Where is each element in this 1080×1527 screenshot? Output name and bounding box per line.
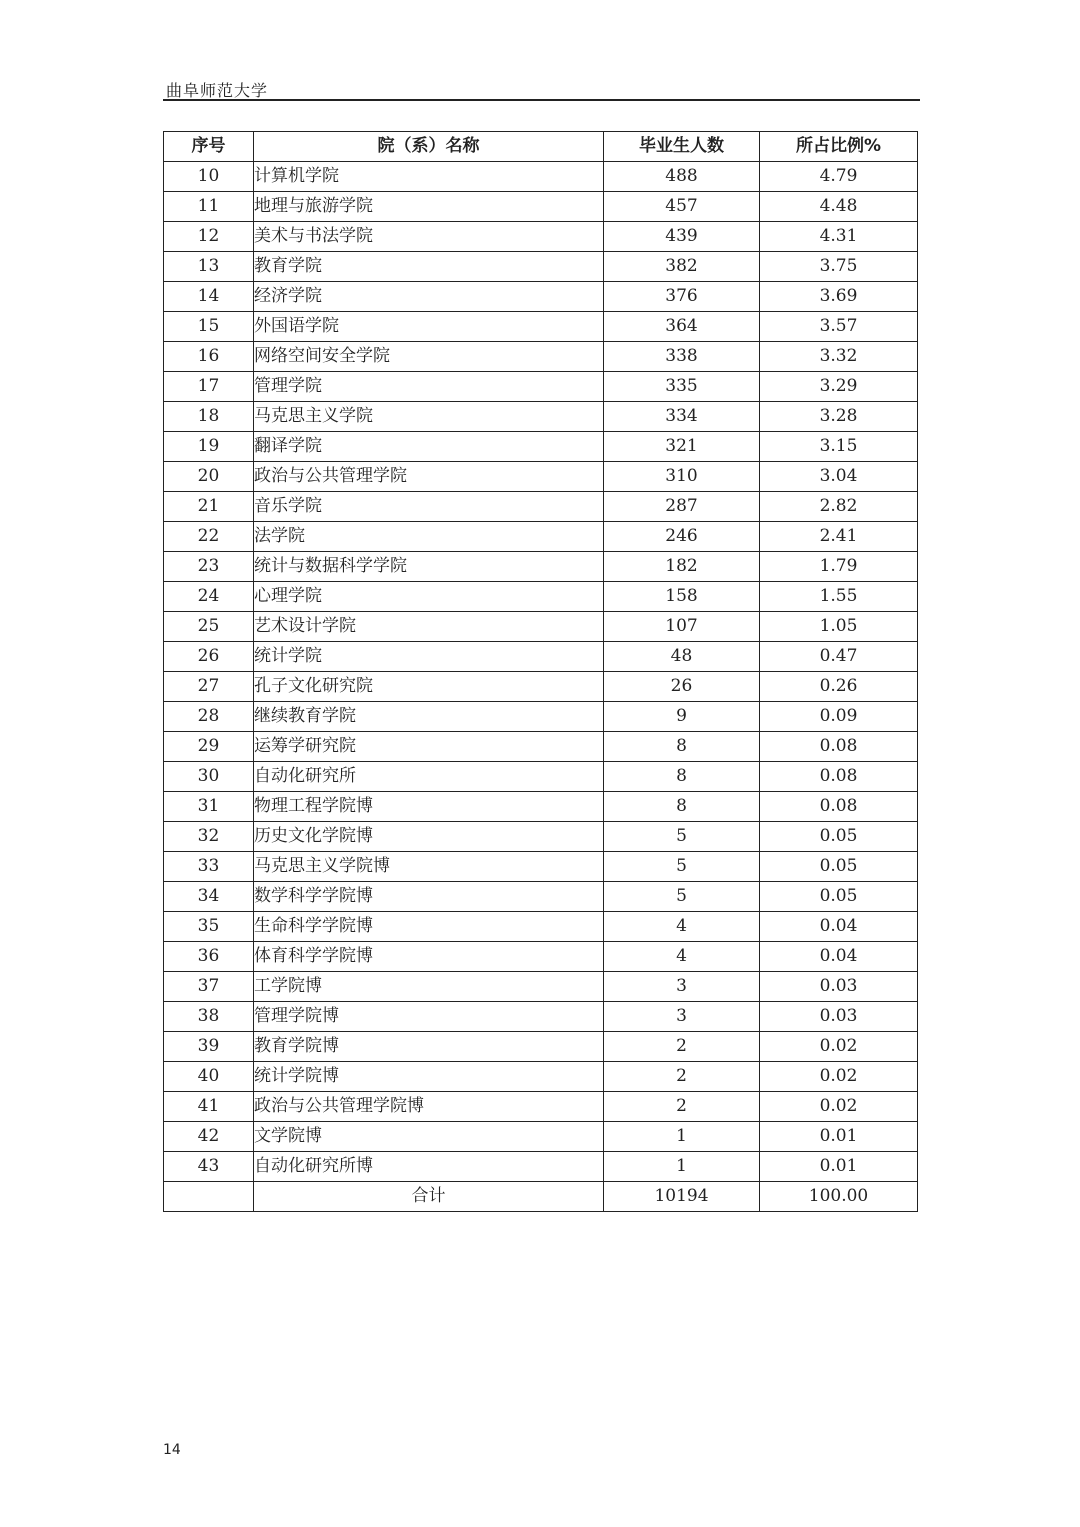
graduates-table [163, 131, 918, 1212]
graduate-count-cell: 4 [604, 912, 760, 942]
row-number-cell: 22 [164, 522, 254, 552]
table-row [164, 762, 918, 792]
row-number-cell: 35 [164, 912, 254, 942]
row-number-cell: 29 [164, 732, 254, 762]
table-row [164, 702, 918, 732]
percentage-cell: 0.26 [760, 672, 918, 702]
table-row [164, 1092, 918, 1122]
total-no-cell [164, 1182, 254, 1212]
graduate-count-cell: 26 [604, 672, 760, 702]
graduate-count-cell: 2 [604, 1062, 760, 1092]
row-number-cell: 18 [164, 402, 254, 432]
row-number-cell: 16 [164, 342, 254, 372]
percentage-cell: 0.09 [760, 702, 918, 732]
department-name-cell: 历史文化学院博 [254, 822, 604, 852]
department-name-cell: 美术与书法学院 [254, 222, 604, 252]
department-name-cell: 马克思主义学院 [254, 402, 604, 432]
page-number: 14 [163, 1442, 181, 1458]
department-name-cell: 法学院 [254, 522, 604, 552]
table-row [164, 1002, 918, 1032]
column-header-percent: 所占比例% [760, 132, 918, 162]
table-row [164, 972, 918, 1002]
graduate-count-cell: 321 [604, 432, 760, 462]
table-row [164, 312, 918, 342]
row-number-cell: 32 [164, 822, 254, 852]
total-count: 10194 [604, 1182, 760, 1212]
total-row [164, 1182, 918, 1212]
column-header-count: 毕业生人数 [604, 132, 760, 162]
department-name-cell: 统计学院 [254, 642, 604, 672]
department-name-cell: 心理学院 [254, 582, 604, 612]
graduate-count-cell: 3 [604, 972, 760, 1002]
table-row [164, 582, 918, 612]
table-header-row [164, 132, 918, 162]
row-number-cell: 39 [164, 1032, 254, 1062]
row-number-cell: 14 [164, 282, 254, 312]
graduate-count-cell: 364 [604, 312, 760, 342]
department-name-cell: 翻译学院 [254, 432, 604, 462]
row-number-cell: 25 [164, 612, 254, 642]
graduate-count-cell: 334 [604, 402, 760, 432]
table-row [164, 282, 918, 312]
row-number-cell: 31 [164, 792, 254, 822]
percentage-cell: 0.04 [760, 942, 918, 972]
graduate-count-cell: 2 [604, 1092, 760, 1122]
table-row [164, 672, 918, 702]
department-name-cell: 政治与公共管理学院 [254, 462, 604, 492]
row-number-cell: 37 [164, 972, 254, 1002]
graduate-count-cell: 310 [604, 462, 760, 492]
row-number-cell: 26 [164, 642, 254, 672]
table-row [164, 822, 918, 852]
row-number-cell: 10 [164, 162, 254, 192]
row-number-cell: 21 [164, 492, 254, 522]
percentage-cell: 3.15 [760, 432, 918, 462]
percentage-cell: 0.04 [760, 912, 918, 942]
percentage-cell: 0.08 [760, 762, 918, 792]
graduate-count-cell: 48 [604, 642, 760, 672]
table-row [164, 1062, 918, 1092]
graduate-count-cell: 287 [604, 492, 760, 522]
document-header-title: 曲阜师范大学 [166, 81, 269, 100]
table-row [164, 852, 918, 882]
total-percent: 100.00 [760, 1182, 918, 1212]
percentage-cell: 0.01 [760, 1122, 918, 1152]
percentage-cell: 0.05 [760, 882, 918, 912]
graduate-count-cell: 182 [604, 552, 760, 582]
row-number-cell: 42 [164, 1122, 254, 1152]
percentage-cell: 3.69 [760, 282, 918, 312]
percentage-cell: 0.01 [760, 1152, 918, 1182]
graduate-count-cell: 2 [604, 1032, 760, 1062]
table-row [164, 552, 918, 582]
row-number-cell: 15 [164, 312, 254, 342]
graduate-count-cell: 8 [604, 732, 760, 762]
graduate-count-cell: 158 [604, 582, 760, 612]
table-row [164, 492, 918, 522]
header-divider [163, 99, 920, 101]
department-name-cell: 外国语学院 [254, 312, 604, 342]
graduate-count-cell: 8 [604, 762, 760, 792]
row-number-cell: 12 [164, 222, 254, 252]
table-row [164, 402, 918, 432]
table-row [164, 912, 918, 942]
percentage-cell: 0.02 [760, 1032, 918, 1062]
row-number-cell: 24 [164, 582, 254, 612]
table-row [164, 1032, 918, 1062]
graduate-count-cell: 3 [604, 1002, 760, 1032]
percentage-cell: 2.82 [760, 492, 918, 522]
row-number-cell: 30 [164, 762, 254, 792]
graduate-count-cell: 439 [604, 222, 760, 252]
graduate-count-cell: 382 [604, 252, 760, 282]
table-row [164, 192, 918, 222]
department-name-cell: 教育学院博 [254, 1032, 604, 1062]
row-number-cell: 19 [164, 432, 254, 462]
table-row [164, 642, 918, 672]
department-name-cell: 自动化研究所 [254, 762, 604, 792]
department-name-cell: 运筹学研究院 [254, 732, 604, 762]
row-number-cell: 27 [164, 672, 254, 702]
total-label: 合计 [254, 1182, 604, 1212]
table-row [164, 732, 918, 762]
department-name-cell: 政治与公共管理学院博 [254, 1092, 604, 1122]
table-row [164, 942, 918, 972]
table-row [164, 612, 918, 642]
row-number-cell: 20 [164, 462, 254, 492]
row-number-cell: 41 [164, 1092, 254, 1122]
department-name-cell: 文学院博 [254, 1122, 604, 1152]
percentage-cell: 3.57 [760, 312, 918, 342]
percentage-cell: 4.48 [760, 192, 918, 222]
row-number-cell: 17 [164, 372, 254, 402]
department-name-cell: 马克思主义学院博 [254, 852, 604, 882]
row-number-cell: 33 [164, 852, 254, 882]
percentage-cell: 3.28 [760, 402, 918, 432]
percentage-cell: 3.29 [760, 372, 918, 402]
graduate-count-cell: 9 [604, 702, 760, 732]
percentage-cell: 4.31 [760, 222, 918, 252]
table-row [164, 372, 918, 402]
table-row [164, 882, 918, 912]
department-name-cell: 统计学院博 [254, 1062, 604, 1092]
department-name-cell: 工学院博 [254, 972, 604, 1002]
percentage-cell: 0.03 [760, 1002, 918, 1032]
percentage-cell: 0.02 [760, 1062, 918, 1092]
department-name-cell: 地理与旅游学院 [254, 192, 604, 222]
column-header-no: 序号 [164, 132, 254, 162]
percentage-cell: 0.08 [760, 792, 918, 822]
department-name-cell: 经济学院 [254, 282, 604, 312]
department-name-cell: 孔子文化研究院 [254, 672, 604, 702]
table-body [164, 162, 918, 1182]
graduate-count-cell: 5 [604, 822, 760, 852]
graduate-count-cell: 107 [604, 612, 760, 642]
graduate-count-cell: 5 [604, 852, 760, 882]
row-number-cell: 28 [164, 702, 254, 732]
row-number-cell: 11 [164, 192, 254, 222]
department-name-cell: 管理学院 [254, 372, 604, 402]
percentage-cell: 0.05 [760, 822, 918, 852]
table-row [164, 162, 918, 192]
percentage-cell: 3.75 [760, 252, 918, 282]
row-number-cell: 38 [164, 1002, 254, 1032]
row-number-cell: 23 [164, 552, 254, 582]
graduate-count-cell: 335 [604, 372, 760, 402]
row-number-cell: 40 [164, 1062, 254, 1092]
table-row [164, 432, 918, 462]
department-name-cell: 计算机学院 [254, 162, 604, 192]
row-number-cell: 34 [164, 882, 254, 912]
department-name-cell: 体育科学学院博 [254, 942, 604, 972]
percentage-cell: 0.08 [760, 732, 918, 762]
department-name-cell: 自动化研究所博 [254, 1152, 604, 1182]
percentage-cell: 0.02 [760, 1092, 918, 1122]
graduate-count-cell: 338 [604, 342, 760, 372]
department-name-cell: 网络空间安全学院 [254, 342, 604, 372]
percentage-cell: 0.05 [760, 852, 918, 882]
percentage-cell: 1.79 [760, 552, 918, 582]
percentage-cell: 3.04 [760, 462, 918, 492]
percentage-cell: 0.47 [760, 642, 918, 672]
department-name-cell: 统计与数据科学学院 [254, 552, 604, 582]
graduate-count-cell: 5 [604, 882, 760, 912]
percentage-cell: 4.79 [760, 162, 918, 192]
graduate-count-cell: 4 [604, 942, 760, 972]
graduate-count-cell: 1 [604, 1122, 760, 1152]
percentage-cell: 0.03 [760, 972, 918, 1002]
department-name-cell: 音乐学院 [254, 492, 604, 522]
table-row [164, 1122, 918, 1152]
table-row [164, 792, 918, 822]
department-name-cell: 艺术设计学院 [254, 612, 604, 642]
table-row [164, 222, 918, 252]
row-number-cell: 13 [164, 252, 254, 282]
row-number-cell: 36 [164, 942, 254, 972]
table-row [164, 342, 918, 372]
column-header-name: 院（系）名称 [254, 132, 604, 162]
row-number-cell: 43 [164, 1152, 254, 1182]
department-name-cell: 教育学院 [254, 252, 604, 282]
table-row [164, 522, 918, 552]
table-row [164, 252, 918, 282]
percentage-cell: 3.32 [760, 342, 918, 372]
graduate-count-cell: 376 [604, 282, 760, 312]
percentage-cell: 2.41 [760, 522, 918, 552]
graduate-count-cell: 246 [604, 522, 760, 552]
department-name-cell: 生命科学学院博 [254, 912, 604, 942]
department-name-cell: 继续教育学院 [254, 702, 604, 732]
graduate-count-cell: 8 [604, 792, 760, 822]
graduate-count-cell: 1 [604, 1152, 760, 1182]
department-name-cell: 数学科学学院博 [254, 882, 604, 912]
graduate-count-cell: 457 [604, 192, 760, 222]
percentage-cell: 1.55 [760, 582, 918, 612]
percentage-cell: 1.05 [760, 612, 918, 642]
department-name-cell: 物理工程学院博 [254, 792, 604, 822]
graduate-count-cell: 488 [604, 162, 760, 192]
table-row [164, 1152, 918, 1182]
department-name-cell: 管理学院博 [254, 1002, 604, 1032]
table-row [164, 462, 918, 492]
